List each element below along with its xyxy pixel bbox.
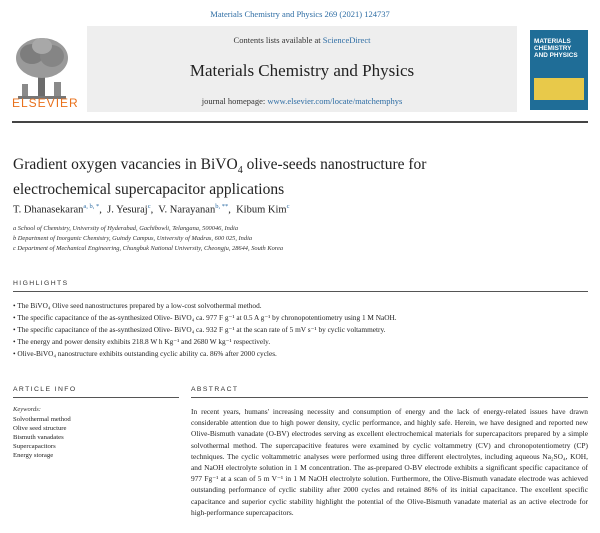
- keyword-item[interactable]: Solvothermal method: [13, 416, 71, 423]
- title-line1-end: olive-seeds nanostructure for: [242, 156, 427, 173]
- sciencedirect-link[interactable]: ScienceDirect: [322, 35, 371, 45]
- author-name[interactable]: Kibum Kim: [236, 204, 287, 216]
- highlights-heading: HIGHLIGHTS: [13, 280, 69, 287]
- homepage-line: [87, 96, 517, 106]
- abstract-heading: ABSTRACT: [191, 386, 239, 393]
- author-sup[interactable]: c: [286, 203, 290, 210]
- journal-cover-thumbnail[interactable]: [530, 30, 588, 110]
- masthead: [12, 26, 588, 116]
- header-rule: [12, 121, 588, 123]
- title-subscript: 4: [237, 165, 243, 177]
- author-list: T. Dhanasekaran$^{a, b, *}$, J. Yesuraj$^c$, V. Narayanan$^{b, **}$, Kibum Kim$^c$: [13, 203, 290, 216]
- abstract-rule: [191, 397, 588, 398]
- article-info-heading: ARTICLE INFO: [13, 386, 77, 393]
- keyword-item[interactable]: Energy storage: [13, 452, 54, 459]
- contents-line: [87, 35, 517, 45]
- article-info-rule: [13, 397, 179, 398]
- abstract-text: In recent years, humans' increasing necessity and consumption of energy and the lack of energy-related issues have drawn considerable attention due to high power density, cyclic performance, and highly safe. Herein, we have designed and reported new Olive-Bismuth vanadate (O-BV) electrodes serving as excellent electrochemical materials for supercapacitors prepared by a simple solvothermal method. The supercapacitive features were examined by cyclic voltammetry (CV) and chronopotentiometry (CP) techniques. The cyclic voltammetric analyses were performed using three different electrolytes, including aqueous Na₂SO₄, KOH, and NaOH electrolyte solution in 1 M concentration. The as-prepared O-BV electrode exhibits a significant specific capacitance of 977 Fg⁻¹ at a scan of 5 m V⁻¹ in 1 M NaOH electrolyte solution. Furthermore, the Olive-Bismuth vanadate electrode was achieved outstanding performance of cyclic stability after 2000 cycles and retained 86% of its initial capacitance. The excellent specific capacitance and superior cyclic stability highlight the potential of the Olive-Bismuth vanadate material as an active electrode for high-performance supercapacitors.: [191, 407, 588, 517]
- author-sup[interactable]: b, **: [215, 203, 229, 210]
- keyword-item[interactable]: Supercapacitors: [13, 443, 56, 450]
- author-sup[interactable]: c: [147, 203, 151, 210]
- title-line1: Gradient oxygen vacancies in BiVO: [13, 156, 238, 173]
- highlight-item: • The specific capacitance of the as-synthesized Olive- BiVO₄ ca. 932 F g⁻¹ at the scan rate of 5 mV s⁻¹ by cyclic voltammetry.: [13, 325, 386, 334]
- journal-name: Materials Chemistry and Physics: [189, 61, 415, 80]
- affiliation-a: a School of Chemistry, University of Hyderabad, Gachibowli, Telangana, 500046, India: [13, 225, 239, 232]
- cover-title: MATERIALS CHEMISTRY AND PHYSICS: [534, 38, 578, 60]
- highlight-item: • Olive-BiVO₄ nanostructure exhibits outstanding cyclic ability ca. 86% after 2000 cycles.: [13, 349, 277, 358]
- title-line2: electrochemical supercapacitor applications: [13, 181, 285, 199]
- highlight-item: • The specific capacitance of the as-synthesized Olive- BiVO₄ ca. 977 F g⁻¹ at 0.5 A g⁻¹ by chronopotentiometry using 1 M NaOH.: [13, 313, 397, 322]
- highlight-item: • The BiVO₄ Olive seed nanostructures prepared by a low-cost solvothermal method.: [13, 301, 262, 310]
- article-title: [13, 155, 573, 199]
- affiliation-c: c Department of Mechanical Engineering, Chungbuk National University, Cheongju, 28644, South Korea: [13, 245, 284, 252]
- homepage-prefix: journal homepage:: [201, 96, 268, 106]
- journal-reference[interactable]: Materials Chemistry and Physics 269 (2021) 124737: [210, 9, 390, 19]
- author-sup[interactable]: a, b, *: [83, 203, 100, 210]
- affiliation-b: b Department of Inorganic Chemistry, Guindy Campus, University of Madras, 600 025, India: [13, 235, 253, 242]
- author-name[interactable]: T. Dhanasekaran: [13, 204, 84, 216]
- keyword-item[interactable]: Olive seed structure: [13, 425, 67, 432]
- author-name[interactable]: V. Narayanan: [158, 204, 216, 216]
- author-name[interactable]: J. Yesuraj: [107, 204, 148, 216]
- highlight-item: • The energy and power density exhibits 218.8 W h Kg⁻¹ and 2680 W kg⁻¹ respectively.: [13, 337, 271, 346]
- highlights-rule: [13, 291, 588, 292]
- contents-prefix: Contents lists available at: [233, 35, 323, 45]
- keyword-item[interactable]: Bismuth vanadates: [13, 434, 64, 441]
- cover-image-band: [534, 78, 584, 100]
- journal-banner: [87, 26, 517, 112]
- homepage-link[interactable]: www.elsevier.com/locate/matchemphys: [267, 96, 403, 106]
- publisher-wordmark[interactable]: ELSEVIER: [12, 96, 79, 110]
- keywords-label: Keywords:: [13, 406, 41, 413]
